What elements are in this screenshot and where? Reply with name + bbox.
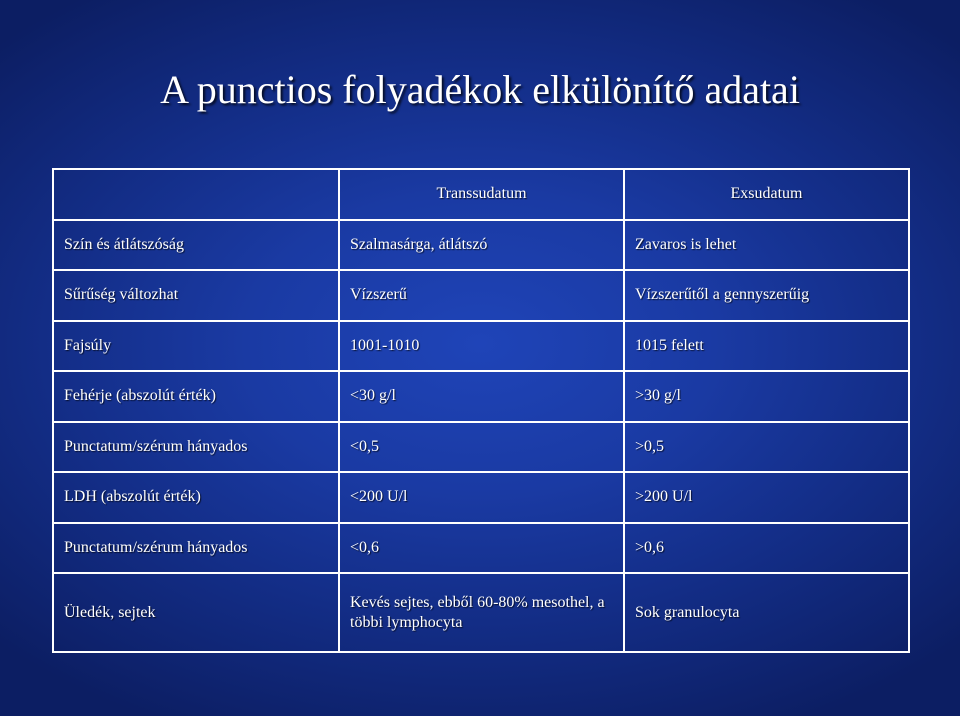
table-row [53,220,909,271]
transsudatum-value: 1001-1010 [339,321,624,372]
header-cell-transsudatum: Transsudatum [339,169,624,220]
table-row [53,321,909,372]
comparison-table [52,168,910,653]
transsudatum-value: Kevés sejtes, ebből 60-80% mesothel, a többi lymphocyta [339,573,624,652]
transsudatum-value: <0,5 [339,422,624,473]
exsudatum-value: >200 U/l [624,472,909,523]
exsudatum-value: >0,5 [624,422,909,473]
exsudatum-value: >30 g/l [624,371,909,422]
transsudatum-value: <200 U/l [339,472,624,523]
header-cell-empty [53,169,339,220]
row-label: Fehérje (abszolút érték) [53,371,339,422]
table-row [53,371,909,422]
table-row [53,523,909,574]
exsudatum-value: >0,6 [624,523,909,574]
row-label: Punctatum/szérum hányados [53,422,339,473]
exsudatum-value: 1015 felett [624,321,909,372]
row-label: LDH (abszolút érték) [53,472,339,523]
row-label: Sűrűség változhat [53,270,339,321]
exsudatum-value: Zavaros is lehet [624,220,909,271]
page-title: A punctios folyadékok elkülönítő adatai [160,67,800,112]
row-label: Üledék, sejtek [53,573,339,652]
transsudatum-value: <0,6 [339,523,624,574]
transsudatum-value: Szalmasárga, átlátszó [339,220,624,271]
table-row [53,422,909,473]
transsudatum-value: Vízszerű [339,270,624,321]
row-label: Punctatum/szérum hányados [53,523,339,574]
table-row [53,270,909,321]
exsudatum-value: Vízszerűtől a gennyszerűig [624,270,909,321]
table-header-row [53,169,909,220]
transsudatum-value: <30 g/l [339,371,624,422]
table-row [53,472,909,523]
row-label: Szín és átlátszóság [53,220,339,271]
exsudatum-value: Sok granulocyta [624,573,909,652]
row-label: Fajsúly [53,321,339,372]
header-cell-exsudatum: Exsudatum [624,169,909,220]
table-row [53,573,909,652]
